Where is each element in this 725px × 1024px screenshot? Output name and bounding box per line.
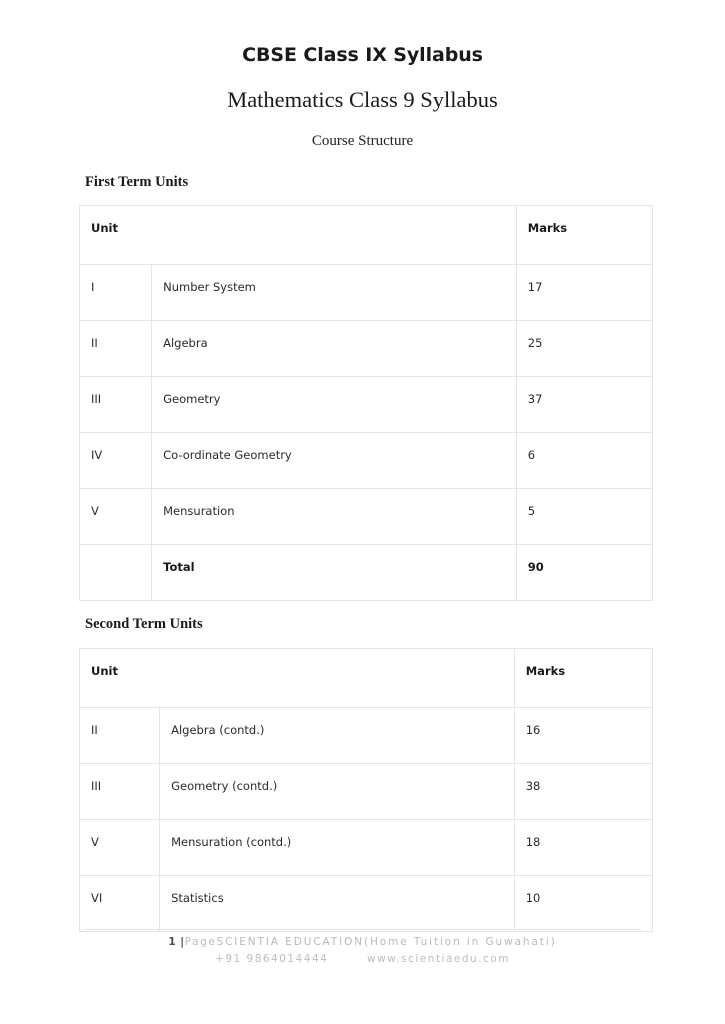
column-header-marks: Marks [516,206,652,265]
table-row [80,489,653,545]
cell-marks-total: 90 [516,545,652,601]
footer-website: www.scientiaedu.com [367,953,510,965]
table-row [80,764,653,820]
cell-unit: I [80,265,152,321]
cell-marks: 38 [514,764,652,820]
column-header-unit: Unit [80,649,515,708]
cell-topic: Geometry (contd.) [160,764,515,820]
table-total-row [80,545,653,601]
table-row [80,820,653,876]
footer-page-number: 1 | [168,936,185,948]
cell-marks: 37 [516,377,652,433]
cell-topic-total: Total [152,545,517,601]
cell-topic: Mensuration [152,489,517,545]
cell-topic: Co-ordinate Geometry [152,433,517,489]
cell-unit: V [80,820,160,876]
document-subtitle: Mathematics Class 9 Syllabus [227,87,498,112]
cell-topic: Statistics [160,876,515,932]
footer-page-label: Page [184,936,217,948]
cell-unit: III [80,377,152,433]
cell-marks: 16 [514,708,652,764]
table-row [80,876,653,932]
cell-unit: II [80,708,160,764]
cell-topic: Algebra (contd.) [160,708,515,764]
first-term-table [79,205,653,601]
cell-marks: 5 [516,489,652,545]
cell-topic: Number System [152,265,517,321]
cell-topic: Geometry [152,377,517,433]
cell-marks: 18 [514,820,652,876]
page-title: CBSE Class IX Syllabus [242,44,483,66]
course-structure-label: Course Structure [311,133,414,149]
cell-unit: II [80,321,152,377]
cell-marks: 25 [516,321,652,377]
table-row [80,377,653,433]
column-header-marks: Marks [514,649,652,708]
cell-unit [80,545,152,601]
table-row [80,708,653,764]
cell-topic: Mensuration (contd.) [160,820,515,876]
page-footer [0,934,725,968]
footer-phone: +91 9864014444 [215,953,329,965]
cell-unit: IV [80,433,152,489]
footer-divider [85,929,641,930]
cell-marks: 6 [516,433,652,489]
second-term-heading: Second Term Units [85,616,203,632]
footer-spacer [328,953,367,965]
column-header-unit: Unit [80,206,517,265]
table-row [80,321,653,377]
table-row [80,265,653,321]
table-header-row [80,649,653,708]
cell-unit: III [80,764,160,820]
table-header-row [80,206,653,265]
first-term-heading: First Term Units [85,174,189,190]
cell-unit: VI [80,876,160,932]
footer-line-one [0,934,725,951]
cell-marks: 17 [516,265,652,321]
cell-marks: 10 [514,876,652,932]
cell-unit: V [80,489,152,545]
footer-company-name: SCIENTIA EDUCATION(Home Tuition in Guwahati) [216,936,557,948]
table-row [80,433,653,489]
second-term-table [79,648,653,932]
cell-topic: Algebra [152,321,517,377]
footer-line-two [0,951,725,968]
